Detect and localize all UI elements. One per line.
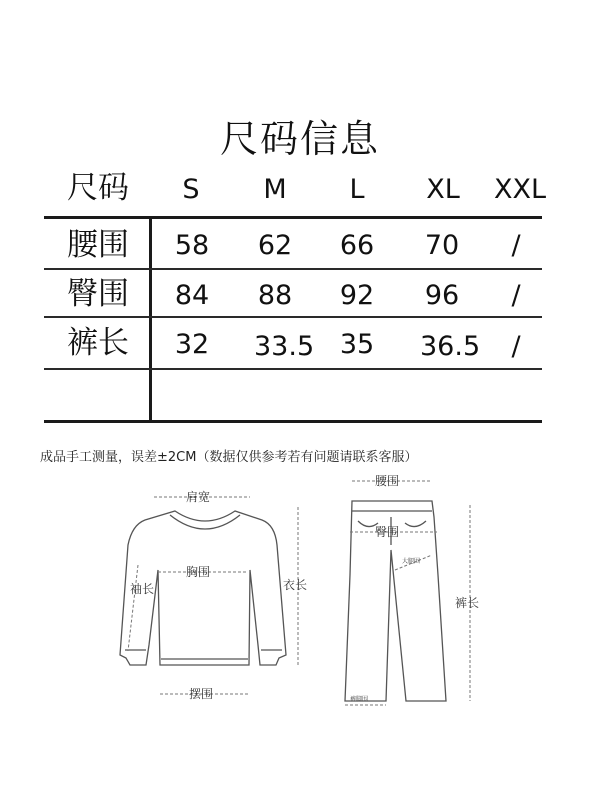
- pants-measure-lines: [345, 481, 470, 705]
- table-cell: 32: [174, 329, 210, 360]
- table-cell: 33.5: [254, 331, 315, 362]
- table-cell: /: [511, 331, 521, 362]
- row-divider: [44, 268, 542, 270]
- row-label-hip: 臀围: [67, 276, 129, 312]
- size-header-s: S: [182, 174, 200, 205]
- table-top-border: [44, 216, 542, 219]
- page-title: 尺码信息: [219, 117, 380, 161]
- table-cell: 35: [339, 329, 375, 360]
- table-cell: 58: [174, 230, 210, 261]
- shirt-shoulder-label: 肩宽: [186, 490, 211, 504]
- row-label-length: 裤长: [67, 325, 129, 361]
- table-cell: 62: [257, 230, 293, 261]
- pants-length-label: 裤长: [455, 596, 480, 610]
- pants-leg-opening-label: 裤脚围: [350, 696, 369, 703]
- size-header-row: [0, 168, 600, 214]
- shirt-length-label: 衣长: [283, 578, 308, 592]
- pants-thigh-label: 大腿围: [402, 558, 421, 565]
- table-cell: 66: [339, 230, 375, 261]
- row-divider: [44, 368, 542, 370]
- table-cell: 92: [339, 280, 375, 311]
- table-bottom-border: [44, 420, 542, 423]
- table-cell: /: [511, 230, 521, 261]
- table-cell: /: [511, 280, 521, 311]
- shirt-sleeve-label: 袖长: [130, 582, 155, 596]
- size-header-l: L: [349, 174, 365, 205]
- size-header-xl: XL: [426, 174, 460, 205]
- pants-hip-label: 臀围: [375, 525, 400, 539]
- measurement-note: 成品手工测量，误差±2CM（数据仅供参考若有问题请联系客服）: [40, 450, 418, 465]
- size-header-m: M: [263, 174, 287, 205]
- table-cell: 84: [174, 280, 210, 311]
- size-header-xxl: XXL: [493, 174, 547, 205]
- table-cell: 88: [257, 280, 293, 311]
- measurement-diagram: [0, 465, 600, 715]
- row-divider: [44, 316, 542, 318]
- shirt-hem-label: 摆围: [189, 687, 214, 701]
- table-cell: 96: [424, 280, 460, 311]
- table-cell: 70: [424, 230, 460, 261]
- row-label-waist: 腰围: [67, 227, 129, 263]
- pants-waist-label: 腰围: [375, 474, 400, 488]
- table-cell: 36.5: [420, 331, 481, 362]
- size-corner-label: 尺码: [67, 170, 129, 206]
- shirt-chest-label: 胸围: [186, 565, 211, 579]
- table-column-divider: [149, 216, 152, 422]
